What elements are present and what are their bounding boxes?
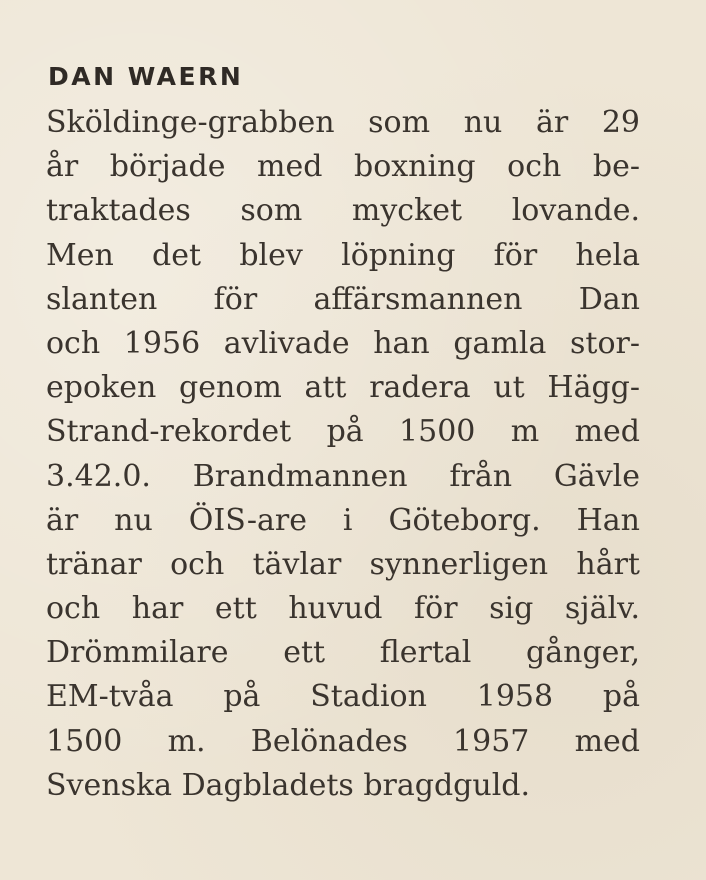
article-line: slanten för affärsmannen Dan [46,281,640,317]
article-line: 3.42.0. Brandmannen från Gävle [46,458,640,494]
article-line: och har ett huvud för sig själv. [46,591,640,627]
article-line: EM-tvåa på Stadion 1958 på [46,679,640,715]
article-line: Svenska Dagbladets bragdguld. [46,767,531,803]
article-line: Drömmilare ett flertal gånger, [46,635,640,671]
article-heading: DAN WAERN [48,62,244,91]
article-line: är nu ÖIS-are i Göteborg. Han [46,502,640,538]
article-body [46,101,640,808]
article-line: Strand-rekordet på 1500 m med [46,414,640,450]
article-line: och 1956 avlivade han gamla stor- [46,325,640,361]
article-line: epoken genom att radera ut Hägg- [46,370,640,406]
article-line: år började med boxning och be- [46,149,640,185]
article-line: Men det blev löpning för hela [46,237,640,273]
article-line: tränar och tävlar synnerligen hårt [46,546,640,582]
article-line: traktades som mycket lovande. [46,193,640,229]
article-line: Sköldinge-grabben som nu är 29 [46,105,640,140]
article-line: 1500 m. Belönades 1957 med [46,723,640,759]
